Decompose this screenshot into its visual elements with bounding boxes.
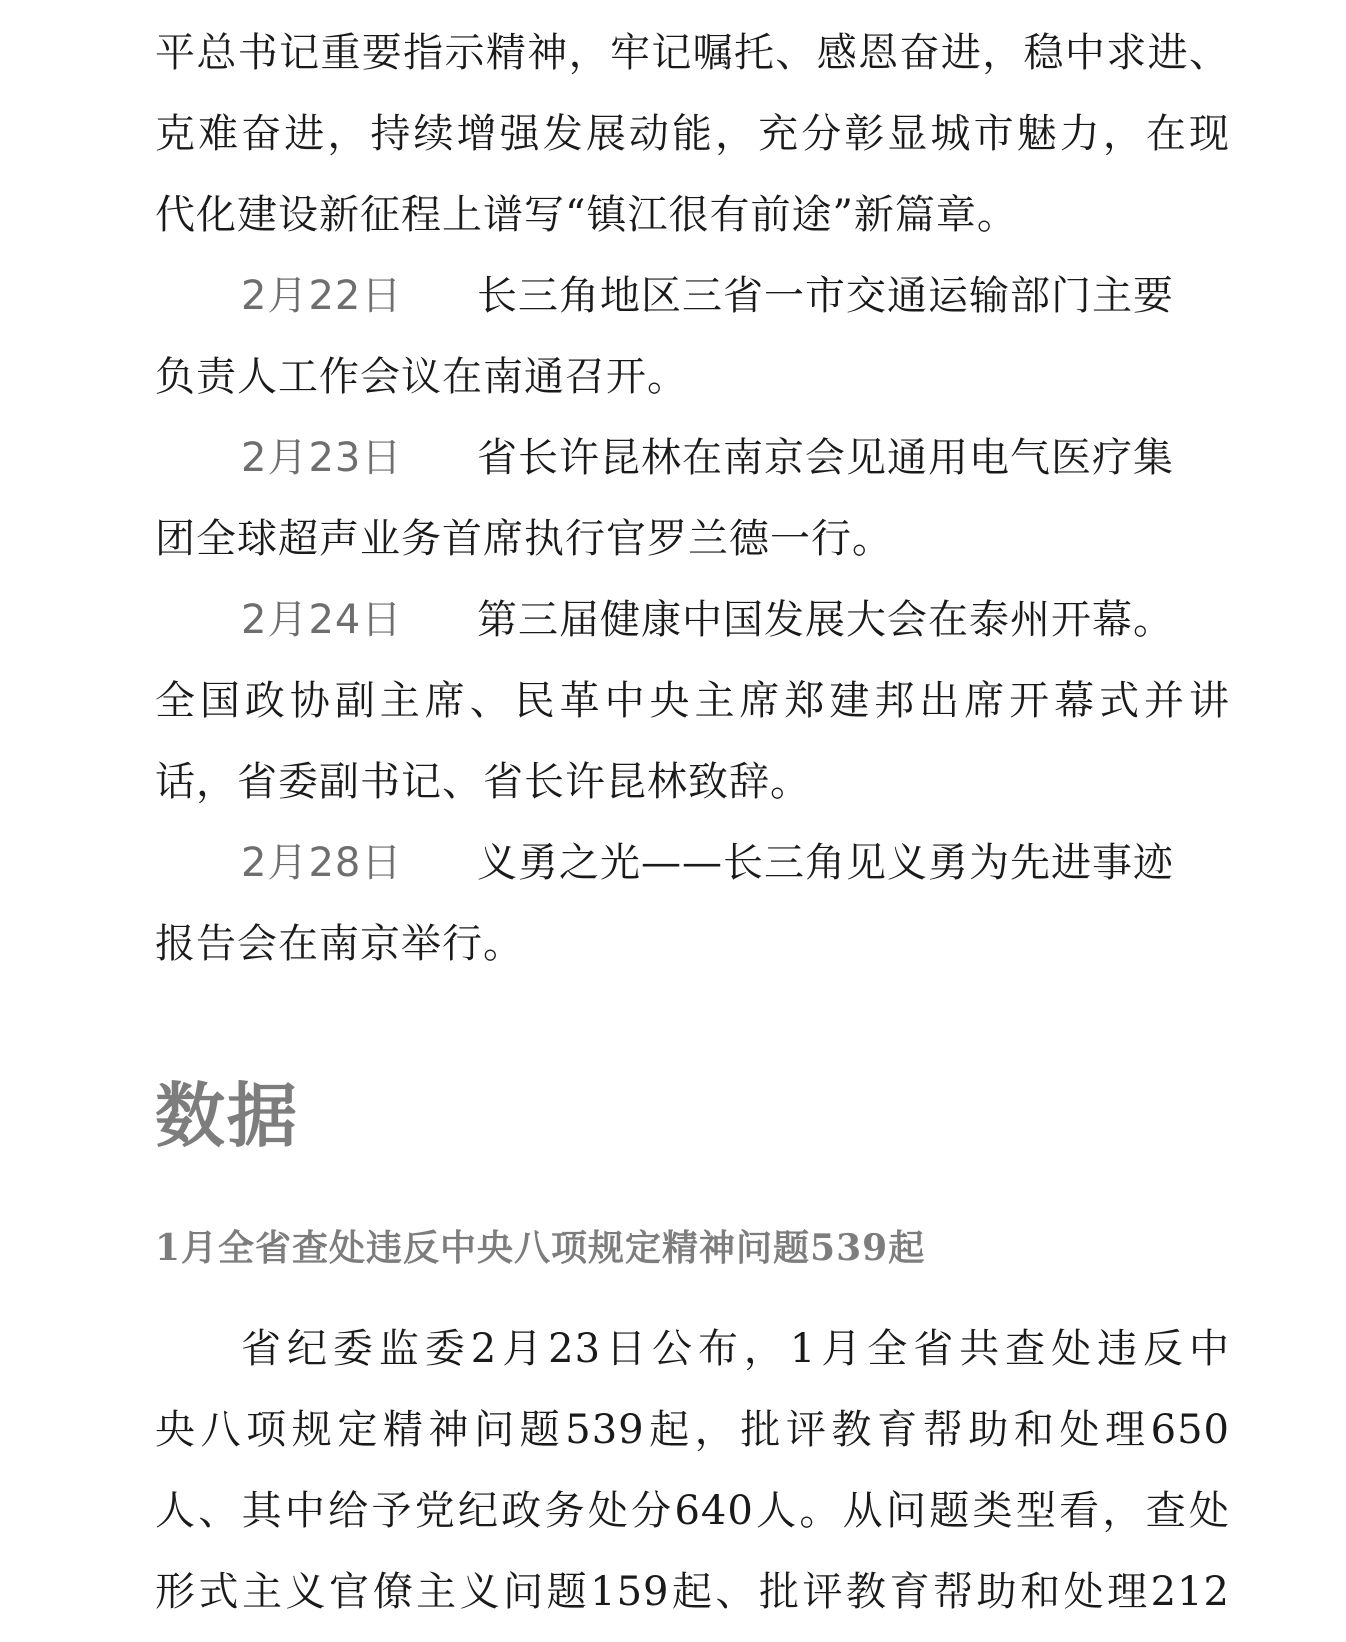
event-text: 长三角地区三省一市交通运输部门主要 (477, 273, 1174, 319)
event-date: 2月28日 (241, 840, 403, 886)
text-line: 负责人工作会议在南通召开。 (155, 354, 688, 400)
event-first-line (155, 418, 1230, 499)
event-text: 省长许昆林在南京会见通用电气医疗集 (477, 435, 1174, 481)
text-line: 形式主义官僚主义问题159起、批评教育帮助和处理212 (155, 1569, 1230, 1615)
text-line: 报告会在南京举行。 (155, 921, 524, 967)
text-line: 省纪委监委2月23日公布，1月全省共查处违反中 (241, 1326, 1230, 1372)
text-line: 央八项规定精神问题539起，批评教育帮助和处理650 (155, 1407, 1230, 1453)
event-first-line (155, 256, 1230, 337)
event-text: 义勇之光——长三角见义勇为先进事迹 (477, 840, 1174, 886)
text-line: 人、其中给予党纪政务处分640人。从问题类型看，查处 (155, 1488, 1230, 1534)
text-line: 团全球超声业务首席执行官罗兰德一行。 (155, 516, 893, 562)
event-date: 2月24日 (241, 597, 403, 643)
text-line: 话，省委副书记、省长许昆林致辞。 (155, 759, 811, 805)
text-line: 平总书记重要指示精神，牢记嘱托、感恩奋进，稳中求进、 (155, 30, 1230, 76)
event-first-line (155, 823, 1230, 904)
event-date: 2月23日 (241, 435, 403, 481)
section-title: 数据 (155, 1075, 299, 1157)
event-first-line (155, 580, 1230, 661)
text-line: 代化建设新征程上谱写“镇江很有前途”新篇章。 (155, 192, 1018, 238)
event-text: 第三届健康中国发展大会在泰州开幕。 (477, 597, 1174, 643)
event-date: 2月22日 (241, 273, 403, 319)
article-headline: 1月全省查处违反中央八项规定精神问题539起 (155, 1227, 926, 1269)
text-line: 克难奋进，持续增强发展动能，充分彰显城市魅力，在现 (155, 111, 1230, 157)
text-line: 全国政协副主席、民革中央主席郑建邦出席开幕式并讲 (155, 678, 1230, 724)
